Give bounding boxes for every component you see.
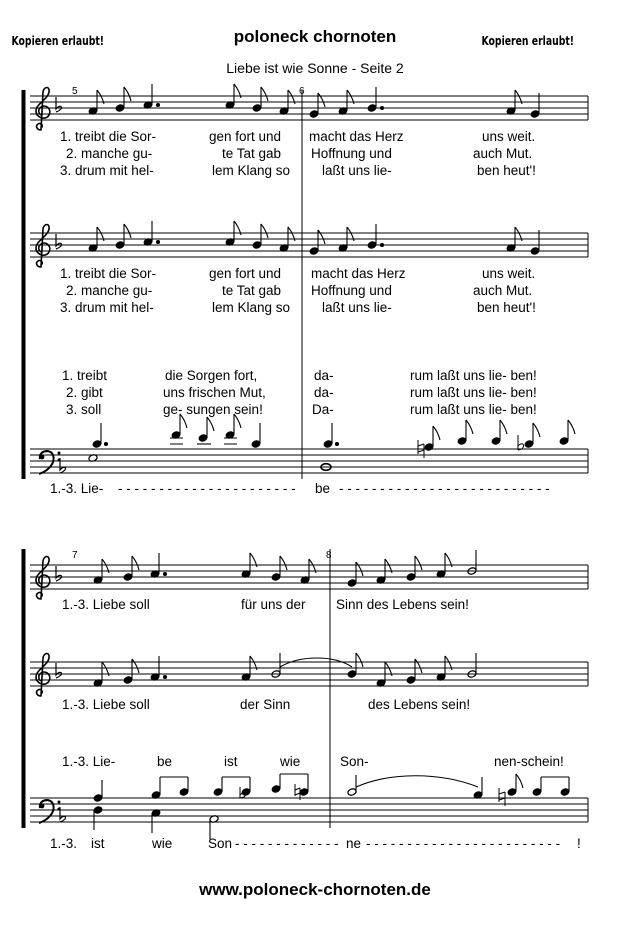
lyric: ben heut'! [477,300,536,315]
lyric: uns frischen Mut, [163,385,266,400]
lyric-extender: - - - - - - - - - - - - - - - - - - - - - - [118,481,296,496]
lyric: ist [91,836,105,851]
measure-number: 5 [72,86,78,97]
lyric: 1. treibt [62,368,108,383]
lyric: rum laßt uns lie- ben! [410,385,537,400]
lyric: 1.-3. [50,836,78,851]
lyric: der Sinn [240,697,291,712]
copy-note-right: Kopieren erlaubt! [481,34,575,48]
lyric: wie [152,836,173,851]
lyric: 1. treibt die Sor- [60,129,157,144]
lyric: laßt uns lie- [322,300,392,315]
lyric: des Lebens sein! [368,697,471,712]
lyric: uns weit. [482,129,536,144]
lyric: wie [280,754,301,769]
lyric: gen fort und [209,129,282,144]
lyric: auch Mut. [473,146,533,161]
lyric: die Sorgen fort, [165,368,258,383]
measure-number: 7 [72,550,78,561]
lyric: ge- sungen sein! [163,402,263,417]
lyric: 3. drum mit hel- [60,163,154,178]
lyric: 2. gibt [66,385,103,400]
lyric: te Tat gab [222,283,282,298]
copy-note-left: Kopieren erlaubt! [11,34,105,48]
lyric: 1.-3. Lie- [50,481,104,496]
lyric-extender: - - - - - - - - - - - - - - - - - - - - - - - - - - [339,481,550,496]
lyric: 2. manche gu- [66,146,153,161]
lyric: 3. drum mit hel- [60,300,154,315]
lyric: 1.-3. Lie- [62,754,116,769]
lyric: rum laßt uns lie- ben! [410,368,537,383]
lyric: da- [314,385,334,400]
lyric: nen-schein! [494,754,564,769]
lyric: Hoffnung und [311,283,392,298]
lyric: ben heut'! [477,163,536,178]
lyric: 3. soll [66,402,102,417]
lyric: Da- [312,402,334,417]
lyric-extender: - - - - - - - - - - - - - [235,836,339,851]
lyric: auch Mut. [473,283,533,298]
footer-url: www.poloneck-chornoten.de [199,880,431,899]
page-title: poloneck chornoten [233,27,397,46]
lyric-extender: - - - - - - - - - - - - - - - - - - - - - - - - [366,836,561,851]
lyric: Son [208,836,233,851]
lyric: te Tat gab [222,146,282,161]
lyric: gen fort und [209,266,282,281]
lyric: be [157,754,173,769]
lyric: da- [314,368,334,383]
lyric: 1. treibt die Sor- [60,266,157,281]
lyric: lem Klang so [212,163,291,178]
lyric: rum laßt uns lie- ben! [410,402,537,417]
lyric: laßt uns lie- [322,163,392,178]
song-subtitle: Liebe ist wie Sonne - Seite 2 [226,60,404,76]
lyric: macht das Herz [311,266,406,281]
measure-number: 8 [326,550,332,561]
lyric: 1.-3. Liebe soll [62,597,150,612]
lyric: ist [224,754,238,769]
lyric: uns weit. [482,266,536,281]
lyric: 1.-3. Liebe soll [62,697,150,712]
lyric: Sinn des Lebens sein! [336,597,469,612]
lyric: be [315,481,331,496]
measure-number: 6 [299,86,305,97]
lyric: macht das Herz [309,129,404,144]
lyric: ! [577,836,581,851]
lyric: lem Klang so [212,300,291,315]
lyric: 2. manche gu- [66,283,153,298]
lyric: ne [346,836,362,851]
lyric: für uns der [241,597,306,612]
lyric: Hoffnung und [311,146,392,161]
lyric: Son- [340,754,369,769]
